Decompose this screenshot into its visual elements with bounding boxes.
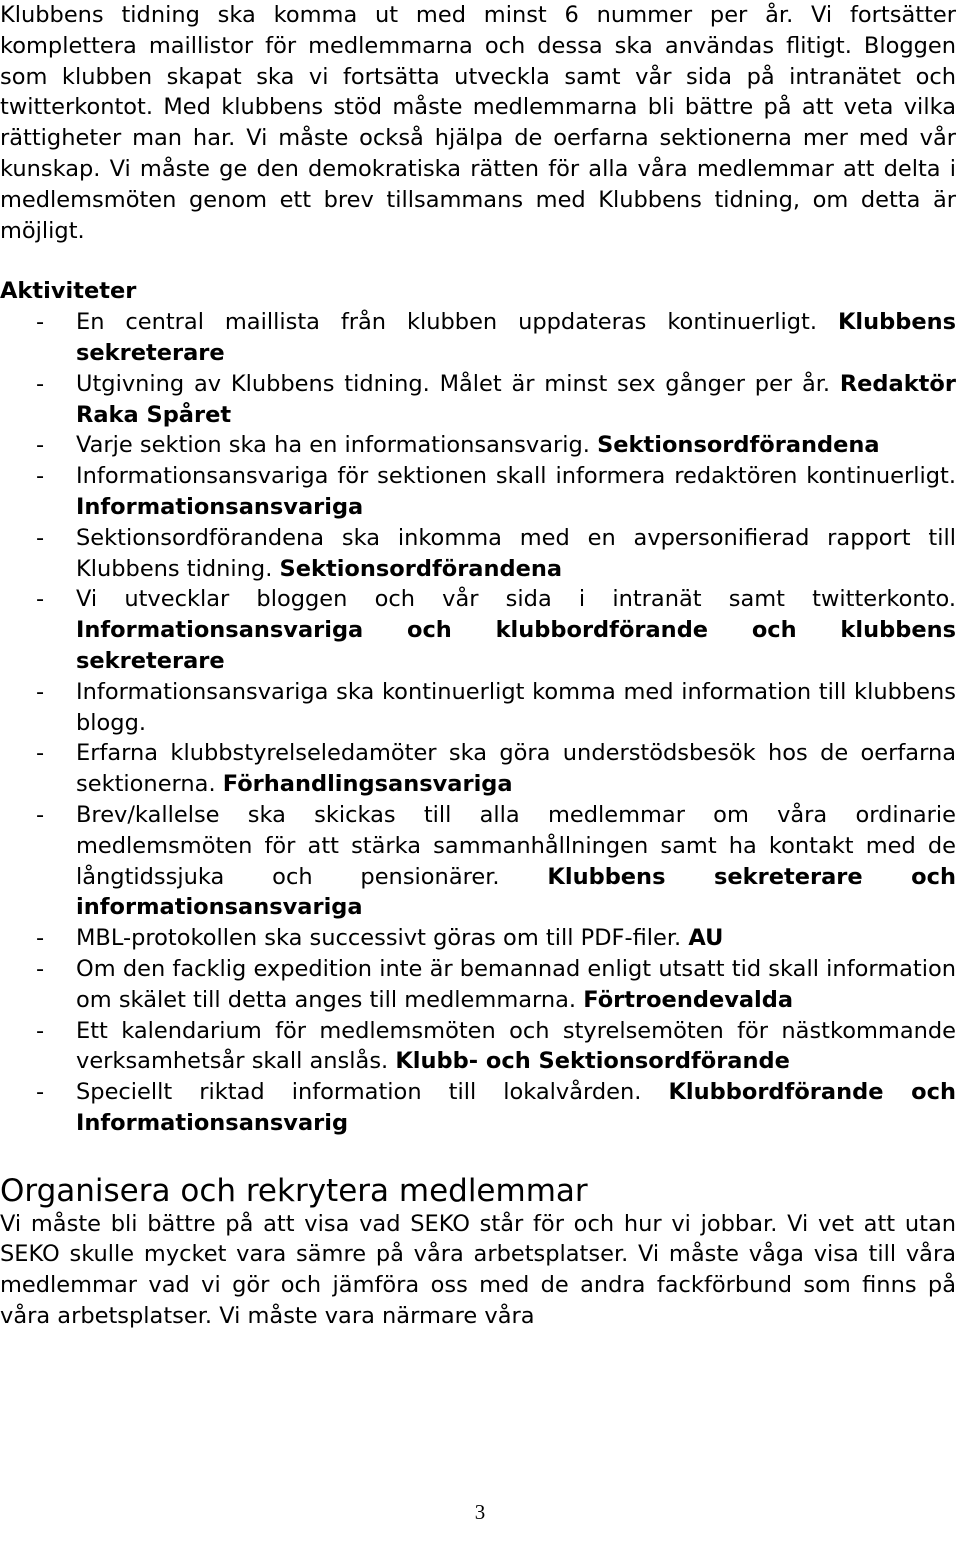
bullet-dash: - (36, 1017, 45, 1044)
bullet-dash: - (36, 801, 45, 828)
activity-responsible: Informationsansvariga och klubbordförande och klubbens sekreterare (76, 617, 956, 674)
page-number: 3 (474, 1500, 486, 1524)
activity-responsible: Förtroendevalda (583, 986, 794, 1013)
activity-text: Brev/kallelse ska skickas till alla medlemmar om våra ordinarie medlemsmöten för att stärka sammanhållningen samt ha kontakt med de långtidssjuka och pensionärer. (76, 801, 956, 890)
bullet-dash: - (36, 586, 45, 613)
activity-responsible: Sektionsordförandena (597, 432, 880, 459)
activity-text: Informationsansvariga ska kontinuerligt komma med information till klubbens blogg. (76, 678, 956, 736)
activity-responsible: Klubbens sekreterare (76, 309, 957, 366)
section-heading: Organisera och rekrytera medlemmar (0, 1172, 588, 1209)
activity-text: Sektionsordförandena ska inkomma med en avpersonifierad rapport till Klubbens tidning. (76, 524, 956, 582)
bullet-dash: - (36, 925, 45, 952)
activity-text: Speciellt riktad information till lokalvården. (76, 1079, 642, 1106)
activity-item (0, 461, 956, 523)
activity-responsible: Klubbordförande och Informationsansvarig (76, 1079, 956, 1136)
activity-item (0, 954, 956, 1016)
activity-item (0, 923, 956, 954)
bullet-dash: - (36, 678, 45, 705)
activity-responsible: Förhandlingsansvariga (222, 771, 513, 798)
activity-responsible: AU (688, 925, 724, 952)
activity-responsible: Klubbens sekreterare och informationsansvariga (76, 863, 956, 921)
activity-responsible: Klubb- och Sektionsordförande (395, 1048, 790, 1075)
activity-item (0, 369, 956, 431)
activity-text: Erfarna klubbstyrelseledamöter ska göra understödsbesök hos de oerfarna sektionerna. (76, 740, 956, 798)
activity-text: Vi utvecklar bloggen och vår sida i intranät samt twitterkonto. (76, 586, 956, 613)
activity-responsible: Sektionsordförandena (279, 555, 563, 582)
activity-item (0, 584, 956, 676)
bullet-dash: - (36, 370, 45, 397)
bullet-dash: - (36, 955, 45, 982)
intro-paragraph: Klubbens tidning ska komma ut med minst 6 nummer per år. Vi fortsätter komplettera maillistor för medlemmarna och dessa ska användas flitigt. Bloggen som klubben skapat ska vi fortsätta utveckla samt vår sida på intranätet och twitterkontot. Med klubbens stöd måste medlemmarna bli bättre på att veta vilka rättigheter man har. Vi måste också hjälpa de oerfarna sektionerna mer med vår kunskap. Vi måste ge den demokratiska rätten för alla våra medlemmar att delta i medlemsmöten genom ett brev tillsammans med Klubbens tidning, om detta är möjligt. (0, 2, 956, 244)
activity-responsible: Redaktör Raka Spåret (76, 370, 956, 428)
activity-text: Om den facklig expedition inte är bemannad enligt utsatt tid skall information om skälet till detta anges till medlemmarna. (76, 955, 956, 1013)
activity-item (0, 1077, 956, 1139)
activity-text: Ett kalendarium för medlemsmöten och styrelsemöten för nästkommande verksamhetsår skall anslås. (76, 1017, 956, 1075)
activity-responsible: Informationsansvariga (76, 493, 364, 520)
bullet-dash: - (36, 463, 45, 490)
activity-text: Varje sektion ska ha en informationsansvarig. (76, 432, 590, 459)
bullet-dash: - (36, 309, 45, 336)
activity-item (0, 430, 956, 461)
activity-item (0, 1016, 956, 1078)
activity-item (0, 307, 956, 369)
bullet-dash: - (36, 432, 45, 459)
activity-text: En central maillista från klubben uppdateras kontinuerligt. (76, 309, 818, 336)
bullet-dash: - (36, 740, 45, 767)
activity-item (0, 738, 956, 800)
activities-list (0, 307, 956, 1139)
bullet-dash: - (36, 524, 45, 551)
activity-item (0, 677, 956, 739)
activities-heading: Aktiviteter (0, 278, 137, 305)
activity-item (0, 523, 956, 585)
section-paragraph: Vi måste bli bättre på att visa vad SEKO står för och hur vi jobbar. Vi vet att utan SEKO skulle mycket vara sämre på våra arbetsplatser. Vi måste våga visa till våra medlemmar vad vi gör och jämföra oss med de andra fackförbund som finns på våra arbetsplatser. Vi måste vara närmare våra (0, 1210, 956, 1330)
activity-item (0, 800, 956, 923)
activity-text: Utgivning av Klubbens tidning. Målet är minst sex gånger per år. (76, 370, 831, 397)
bullet-dash: - (36, 1079, 45, 1106)
activity-text: MBL-protokollen ska successivt göras om till PDF-filer. (76, 925, 682, 952)
activity-text: Informationsansvariga för sektionen skall informera redaktören kontinuerligt. (76, 463, 956, 490)
